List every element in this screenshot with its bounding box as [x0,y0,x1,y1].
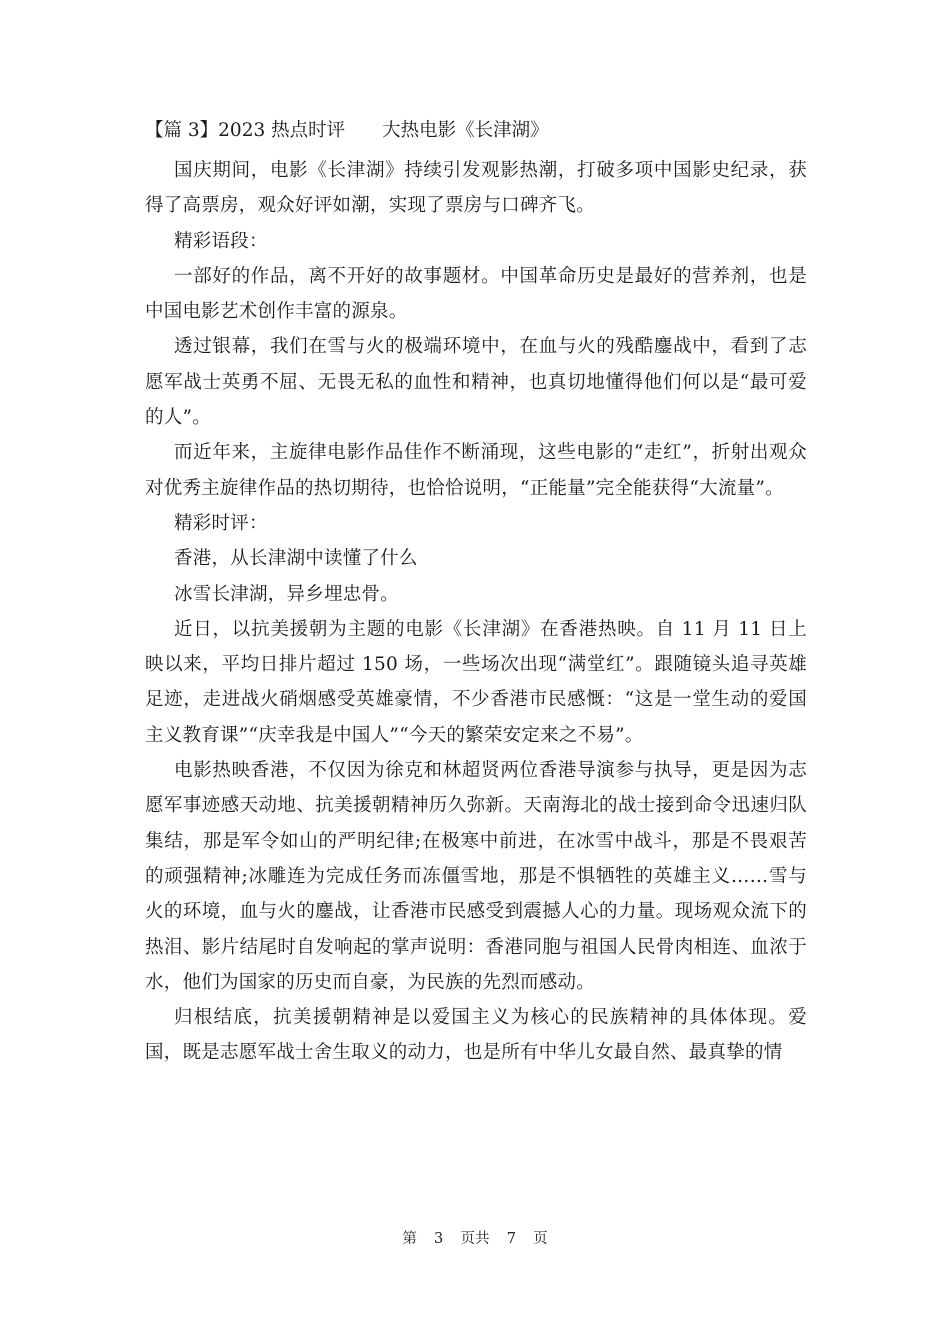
paragraph-excerpt-3: 而近年来，主旋律电影作品佳作不断涌现，这些电影的“走红”，折射出观众对优秀主旋律作品的热切期待，也恰恰说明，“正能量”完全能获得“大流量”。 [145,442,807,499]
section-heading-commentary: 精彩时评： [174,512,268,534]
paragraph-commentary-2: 电影热映香港，不仅因为徐克和林超贤两位香港导演参与执导，更是因为志愿军事迹感天动地、抗美援朝精神历久弥新。天南海北的战士接到命令迅速归队集结，那是军令如山的严明纪律;在极寒中前进，在冰雪中战斗，那是不畏艰苦的顽强精神;冰雕连为完成任务而冻僵雪地，那是不惧牺牲的英雄主义……雪与火的环境，血与火的鏖战，让香港市民感受到震撼人心的力量。现场观众流下的热泪、影片结尾时自发响起的掌声说明：香港同胞与祖国人民骨肉相连、血浓于水，他们为国家的历史而自豪，为民族的先烈而感动。 [145,760,807,993]
paragraph-excerpt-2: 透过银幕，我们在雪与火的极端环境中，在血与火的残酷鏖战中，看到了志愿军战士英勇不屈、无畏无私的血性和精神，也真切地懂得他们何以是“最可爱的人”。 [145,336,807,429]
paragraph-intro: 国庆期间，电影《长津湖》持续引发观影热潮，打破多项中国影史纪录，获得了高票房，观众好评如潮，实现了票房与口碑齐飞。 [145,160,807,217]
paragraph-commentary-1: 近日，以抗美援朝为主题的电影《长津湖》在香港热映。自 11 月 11 日上映以来，平均日排片超过 150 场，一些场次出现“满堂红”。跟随镜头追寻英雄足迹，走进战火硝烟感受英雄豪情，不少香港市民感慨：“这是一堂生动的爱国主义教育课”“庆幸我是中国人”“今天的繁荣安定来之不易”。 [145,618,807,746]
page-number-footer: 第 3 页共 7 页 [402,1231,548,1247]
paragraph-commentary-3: 归根结底，抗美援朝精神是以爱国主义为核心的民族精神的具体体现。爱国，既是志愿军战士舍生取义的动力，也是所有中华儿女最自然、最真挚的情 [145,1007,807,1064]
document-body [145,117,807,1071]
article-title: 【篇 3】2023 热点时评 大热电影《长津湖》 [145,120,549,141]
paragraph-excerpt-1: 一部好的作品，离不开好的故事题材。中国革命历史是最好的营养剂，也是中国电影艺术创作丰富的源泉。 [145,265,807,323]
commentary-title: 香港，从长津湖中读懂了什么 [174,548,418,570]
section-heading-excerpts: 精彩语段： [174,230,268,252]
commentary-subtitle: 冰雪长津湖，异乡埋忠骨。 [174,583,400,605]
